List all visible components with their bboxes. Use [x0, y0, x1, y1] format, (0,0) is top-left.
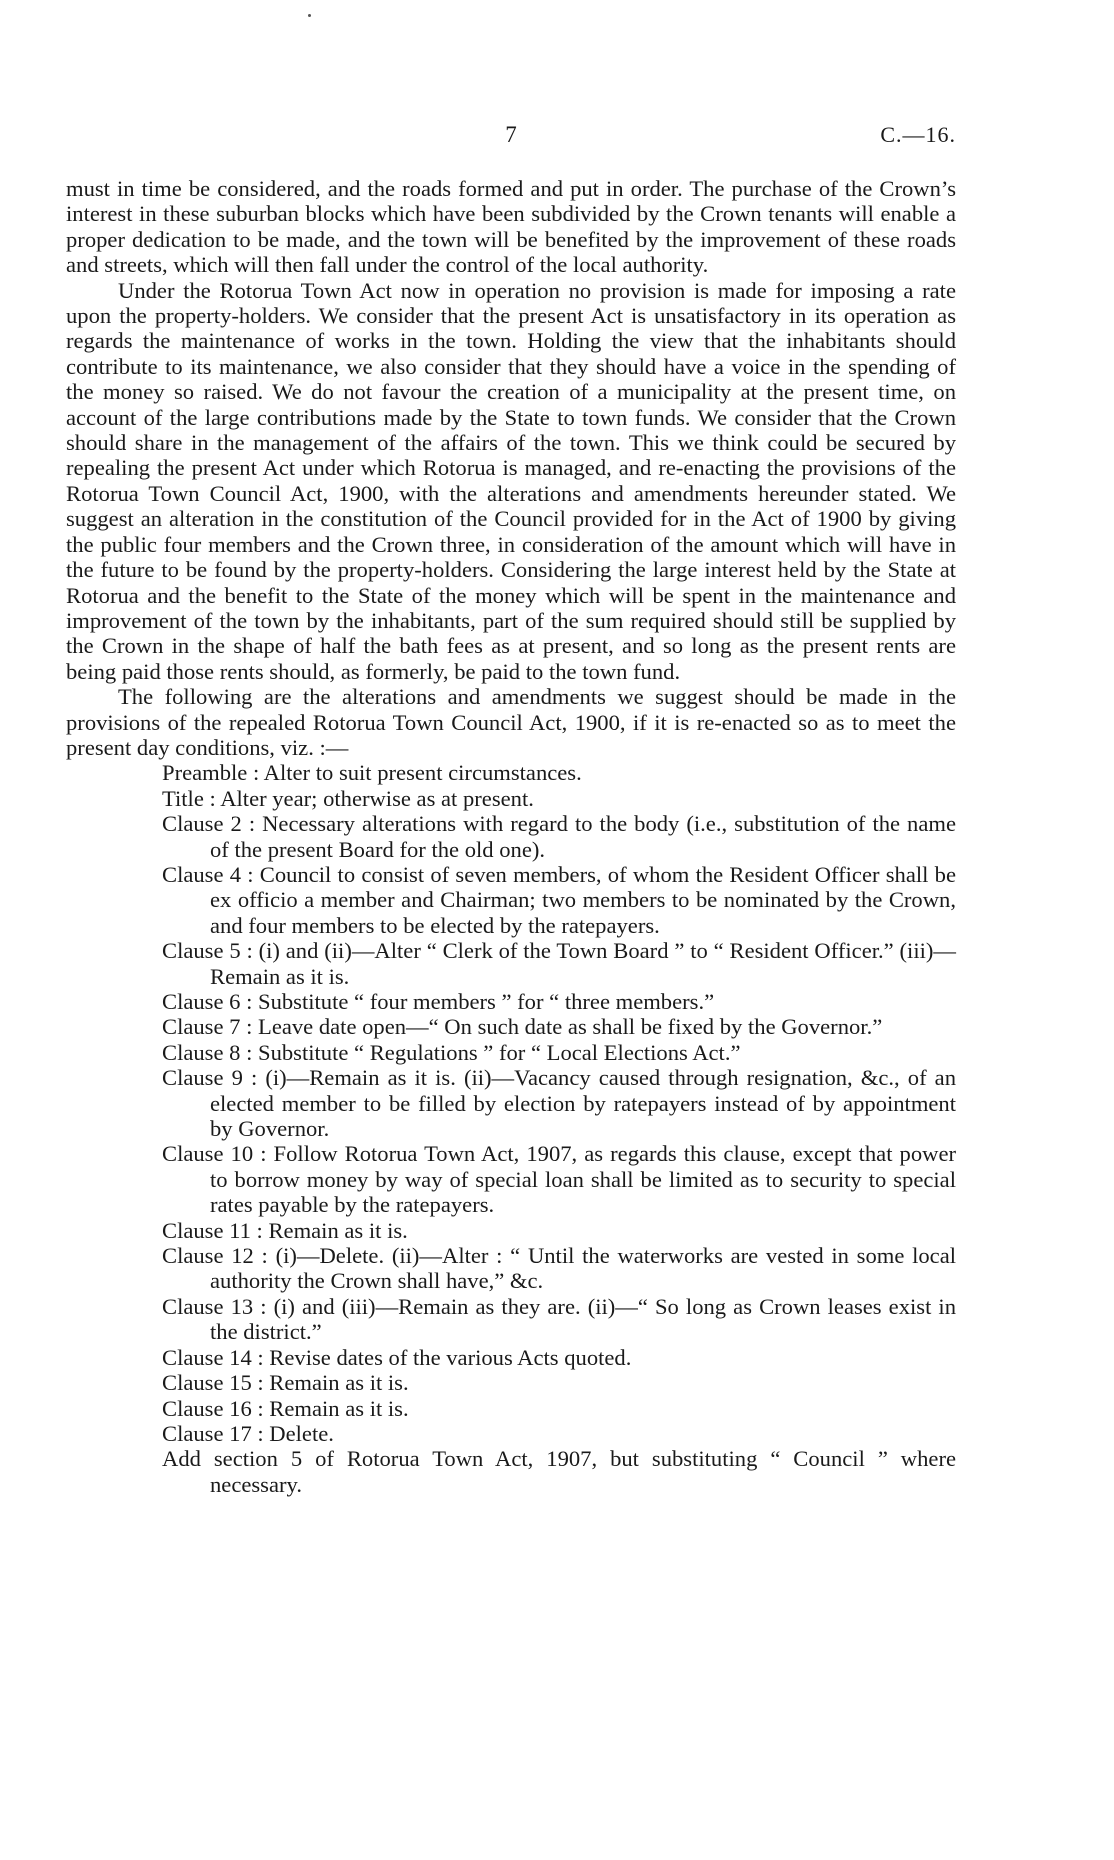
page-header [66, 122, 956, 154]
amendment-clause-16: Clause 16 : Remain as it is. [162, 1395, 409, 1421]
amendment-clause-8: Clause 8 : Substitute “ Regulations ” for “ Local Elections Act.” [162, 1039, 741, 1065]
amendment-clause-13: Clause 13 : (i) and (iii)—Remain as they are. (ii)—“ So long as Crown leases exist in the district.” [162, 1293, 956, 1345]
amendment-clause-15: Clause 15 : Remain as it is. [162, 1370, 409, 1396]
amendment-clause-14: Clause 14 : Revise dates of the various Acts quoted. [162, 1344, 632, 1370]
amendment-clause-5: Clause 5 : (i) and (ii)—Alter “ Clerk of the Town Board ” to “ Resident Officer.” (iii)—Remain as it is. [162, 938, 956, 989]
amendments-list [66, 760, 956, 1497]
amendment-add-section-5: Add section 5 of Rotorua Town Act, 1907, but substituting “ Council ” where necessary. [162, 1446, 956, 1497]
amendment-title: Title : Alter year; otherwise as at present. [162, 785, 534, 811]
amendment-clause-11: Clause 11 : Remain as it is. [162, 1217, 408, 1243]
amendment-clause-2: Clause 2 : Necessary alterations with regard to the body (i.e., substitution of the name of the present Board for the old one). [162, 811, 956, 862]
page-number: 7 [505, 122, 517, 147]
scan-speck [308, 14, 311, 17]
paragraph-continuation: must in time be considered, and the roads formed and put in order. The purchase of the Crown’s interest in these suburban blocks which have been subdivided by the Crown tenants will enable a proper dedication to be made, and the town will be benefited by the improvement of these roads and streets, which will then fall under the control of the local authority. [66, 176, 956, 278]
amendment-clause-17: Clause 17 : Delete. [162, 1420, 334, 1446]
amendment-clause-7: Clause 7 : Leave date open—“ On such date as shall be fixed by the Governor.” [162, 1014, 883, 1040]
amendment-clause-10: Clause 10 : Follow Rotorua Town Act, 1907, as regards this clause, except that power to borrow money by way of special loan shall be limited as to security to special rates payable by the ratepayers. [162, 1141, 956, 1218]
amendment-clause-12: Clause 12 : (i)—Delete. (ii)—Alter : “ Until the waterworks are vested in some local authority the Crown shall have,” &c. [162, 1243, 956, 1294]
amendment-clause-6: Clause 6 : Substitute “ four members ” for “ three members.” [162, 989, 715, 1014]
document-reference: C.—16. [880, 122, 956, 147]
paragraph-rotorua-town-act: Under the Rotorua Town Act now in operation no provision is made for imposing a rate upon the property-holders. We consider that the present Act is unsatisfactory in its operation as regards the maintenance of works in the town. Holding the view that the inhabitants should contribute to its maintenance, we also consider that they should have a voice in the spending of the money so raised. We do not favour the creation of a municipality at the present time, on account of the large contributions made by the State to town funds. We consider that the Crown should share in the management of the affairs of the town. This we think could be secured by repealing the present Act under which Rotorua is managed, and re-enacting the provisions of the Rotorua Town Council Act, 1900, with the alterations and amendments hereunder stated. We suggest an alteration in the constitution of the Council provided for in the Act of 1900 by giving the public four members and the Crown three, in consideration of the amount which will have in the future to be found by the property-holders. Considering the large interest held by the State at Rotorua and the benefit to the State of the money which will be spent in the maintenance and improvement of the town by the inhabitants, part of the sum required should still be supplied by the Crown in the shape of half the bath fees as at present, and so long as the present rents are being paid those rents should, as formerly, be paid to the town fund. [66, 277, 956, 684]
paragraph-amendments-intro: The following are the alterations and amendments we suggest should be made in the provisions of the repealed Rotorua Town Council Act, 1900, if it is re-enacted so as to meet the present day conditions, viz. :— [66, 684, 956, 760]
amendment-clause-4: Clause 4 : Council to consist of seven members, of whom the Resident Officer shall be ex officio a member and Chairman; two members to be nominated by the Crown, and four members to be elected by the ratepayers. [162, 861, 956, 938]
body-text [66, 176, 956, 1497]
amendment-preamble: Preamble : Alter to suit present circumstances. [162, 760, 582, 786]
amendment-clause-9: Clause 9 : (i)—Remain as it is. (ii)—Vacancy caused through resignation, &c., of an elected member to be filled by election by ratepayers instead of by appointment by Governor. [162, 1065, 956, 1142]
